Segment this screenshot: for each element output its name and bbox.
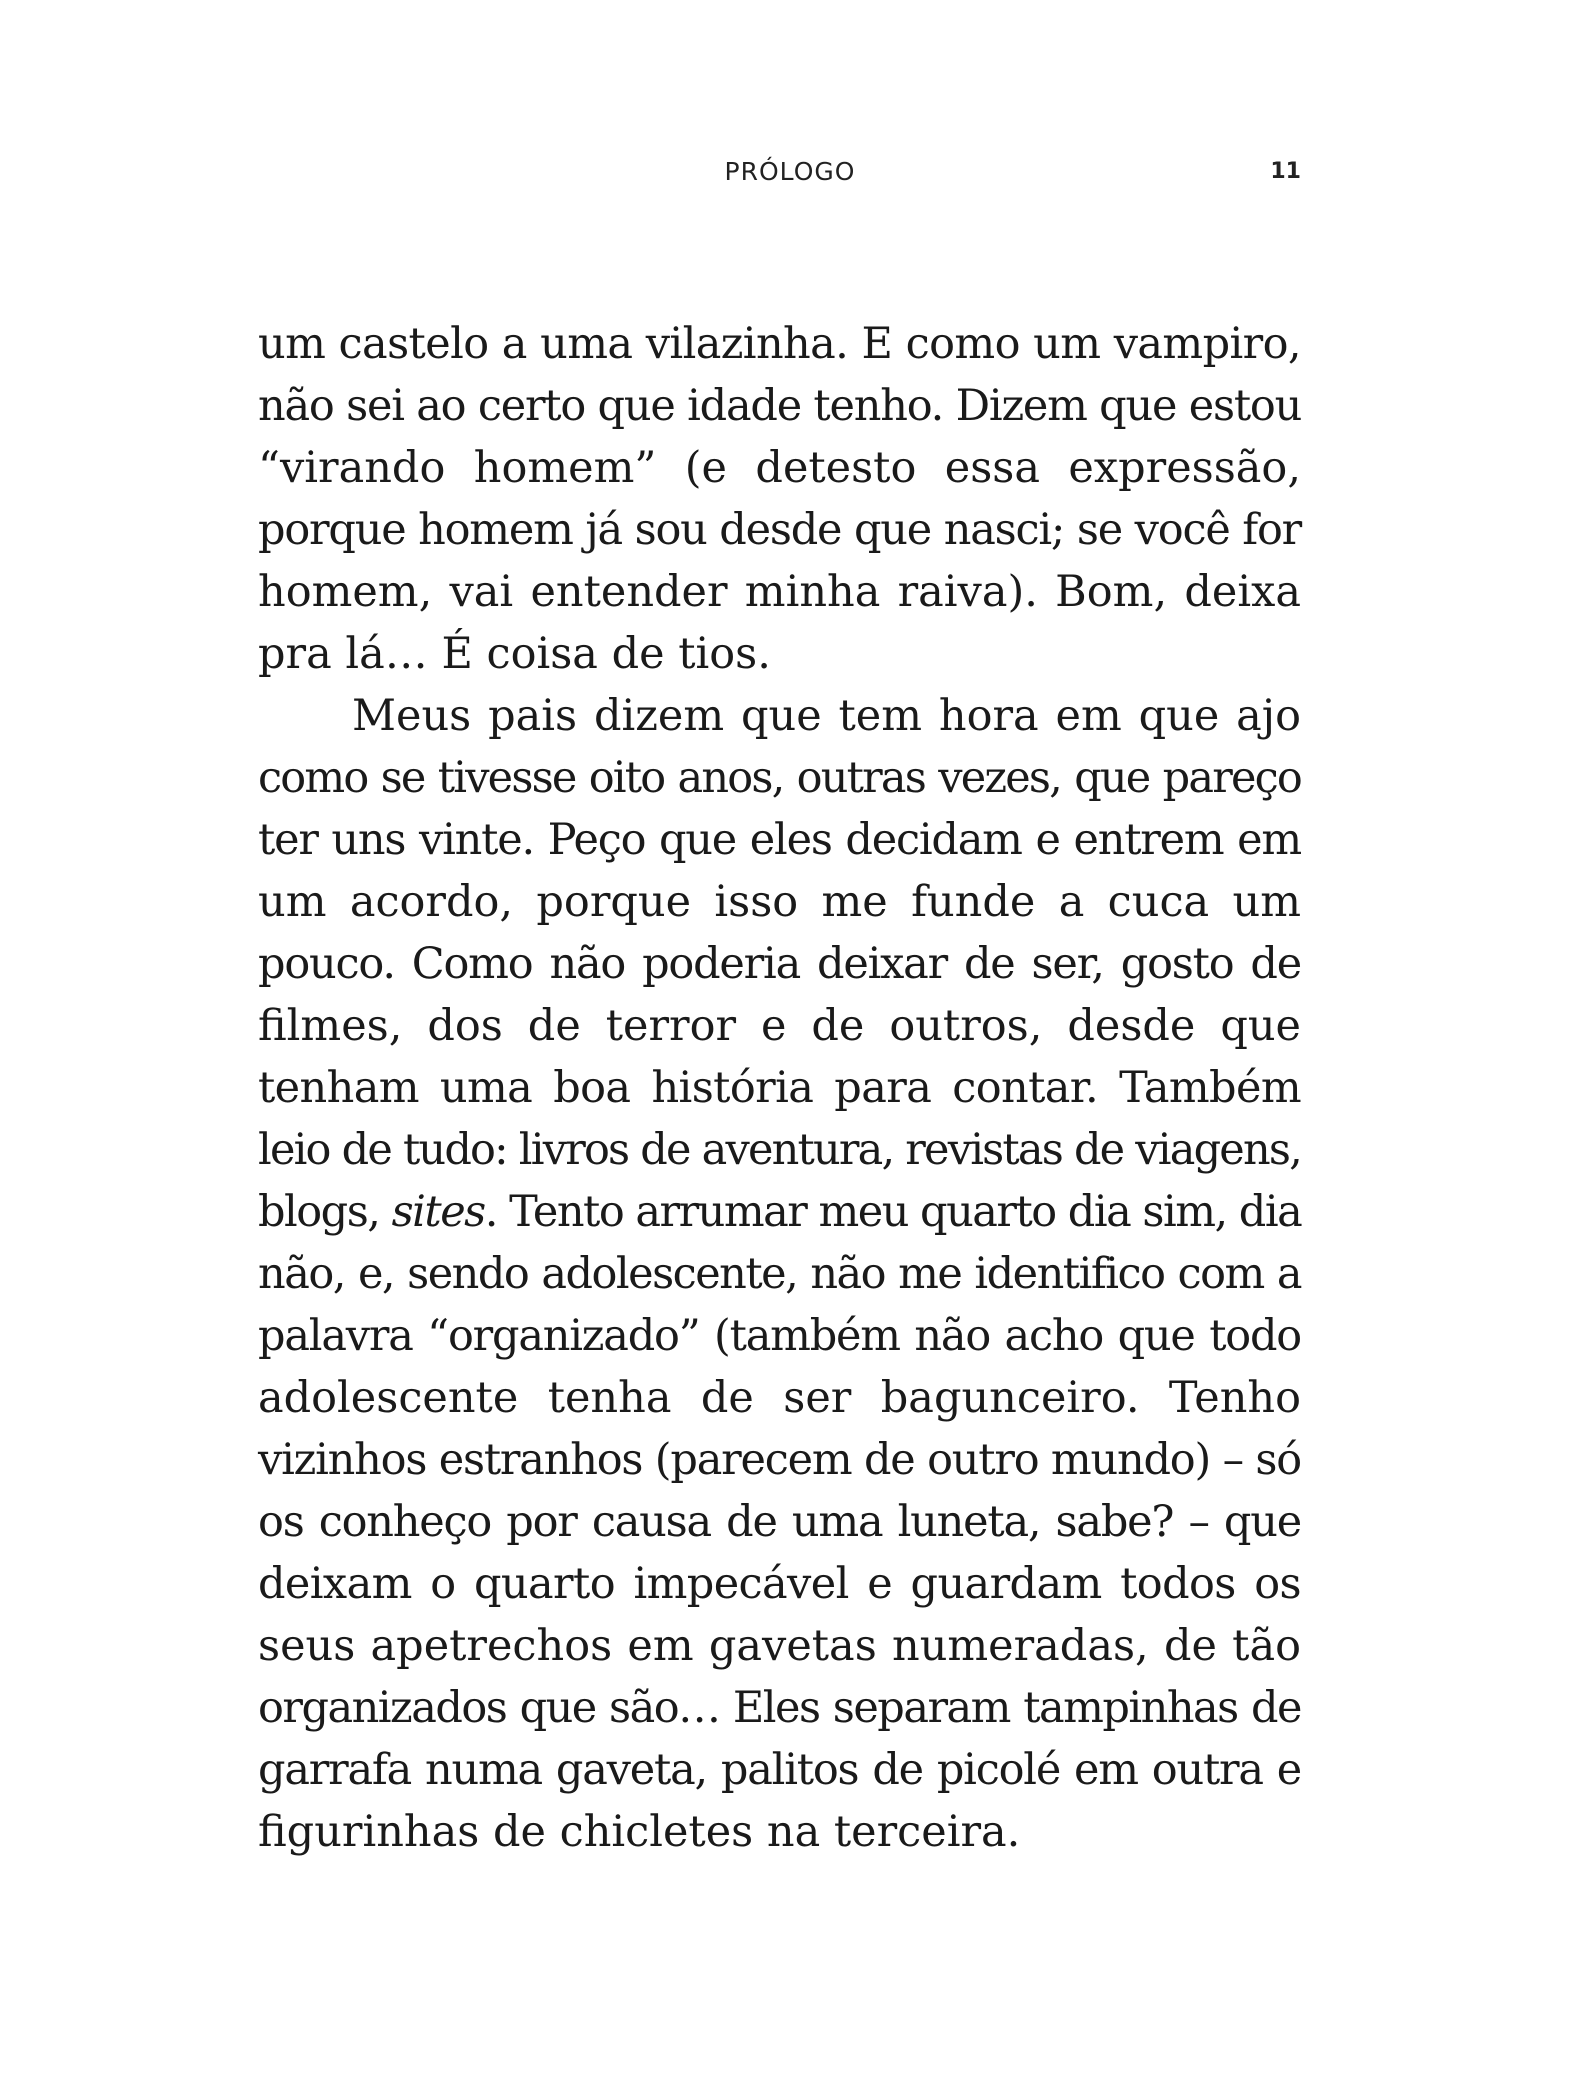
body-text: [258, 313, 1301, 1863]
text-line: vizinhos estranhos (parecem de outro mundo) – só: [258, 1435, 1301, 1485]
text-line: adolescente tenha de ser bagunceiro. Tenho: [258, 1373, 1301, 1423]
text-line: pra lá… É coisa de tios.: [258, 629, 771, 679]
text-line: não, e, sendo adolescente, não me identifico com a: [258, 1249, 1301, 1299]
text-line: leio de tudo: livros de aventura, revistas de viagens,: [258, 1125, 1301, 1175]
text-line: não sei ao certo que idade tenho. Dizem que estou: [258, 381, 1302, 431]
paragraph-2: [258, 685, 1301, 1863]
text-line: um castelo a uma vilazinha. E como um vampiro,: [258, 319, 1301, 369]
text-line: ter uns vinte. Peço que eles decidam e entrem em: [258, 815, 1301, 865]
page-number: 11: [1270, 159, 1301, 184]
text-line: seus apetrechos em gavetas numeradas, de tão: [258, 1621, 1301, 1671]
running-head: [0, 152, 1580, 192]
text-line: figurinhas de chicletes na terceira.: [258, 1807, 1021, 1857]
text-line: organizados que são… Eles separam tampinhas de: [258, 1683, 1301, 1733]
text-line: deixam o quarto impecável e guardam todos os: [258, 1559, 1301, 1609]
text-segment: . Tento arrumar meu quarto dia sim, dia: [484, 1187, 1302, 1237]
text-line: palavra “organizado” (também não acho que todo: [258, 1311, 1301, 1361]
text-line: um acordo, porque isso me funde a cuca um: [258, 877, 1301, 927]
italic-word: sites: [391, 1187, 485, 1237]
text-line: tenham uma boa história para contar. Também: [258, 1063, 1301, 1113]
text-segment: blogs,: [258, 1187, 392, 1237]
text-line: Meus pais dizem que tem hora em que ajo: [352, 691, 1301, 741]
text-line: porque homem já sou desde que nasci; se você for: [258, 505, 1301, 555]
text-line: filmes, dos de terror e de outros, desde que: [258, 1001, 1301, 1051]
section-title: PRÓLOGO: [724, 157, 856, 186]
text-line: “virando homem” (e detesto essa expressão,: [258, 443, 1301, 493]
text-line: os conheço por causa de uma luneta, sabe? – que: [258, 1497, 1301, 1547]
text-line: pouco. Como não poderia deixar de ser, gosto de: [258, 939, 1301, 989]
text-line-with-italic: [258, 1181, 1301, 1243]
text-line: homem, vai entender minha raiva). Bom, deixa: [258, 567, 1301, 617]
paragraph-1: [258, 313, 1301, 685]
text-line: como se tivesse oito anos, outras vezes, que pareço: [258, 753, 1301, 803]
text-line: garrafa numa gaveta, palitos de picolé em outra e: [258, 1745, 1301, 1795]
